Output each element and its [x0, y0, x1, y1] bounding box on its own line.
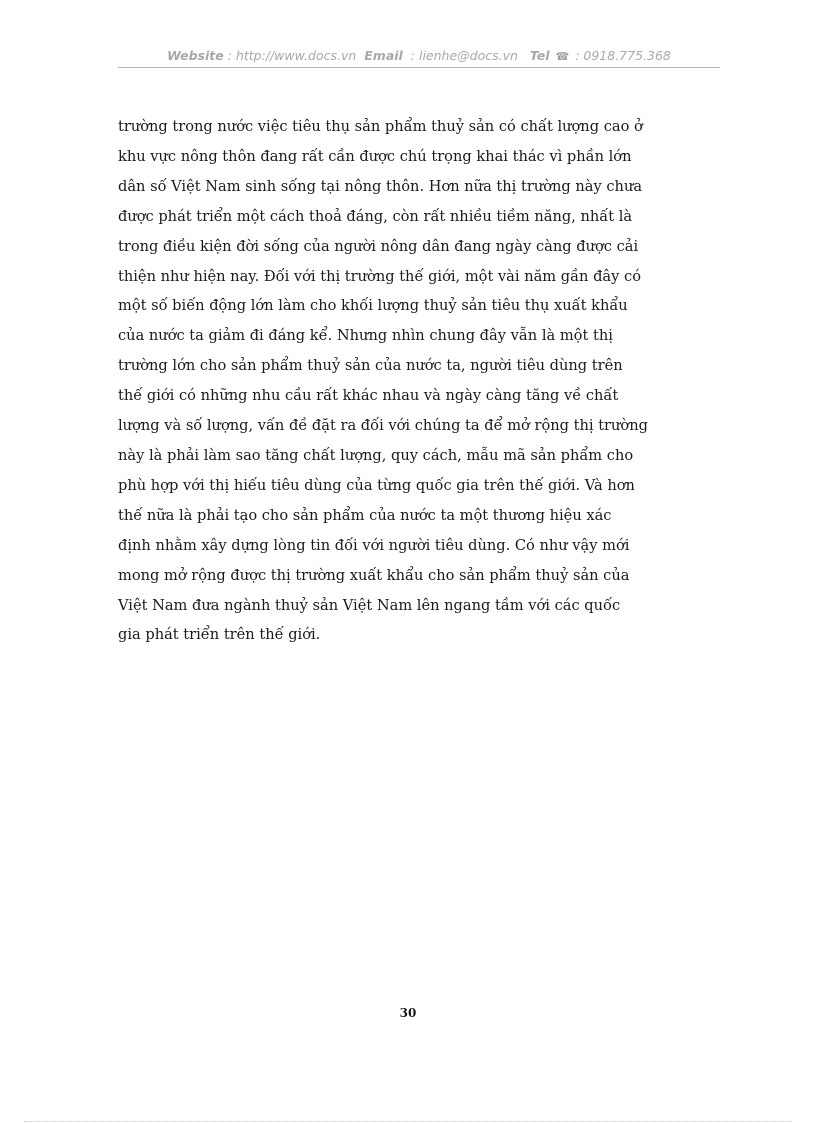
- website-label: Website: [167, 48, 224, 63]
- tel-separator: :: [571, 48, 584, 63]
- tel-value: 0918.775.368: [583, 48, 671, 63]
- email-label: Email: [364, 48, 403, 63]
- text-line: của nước ta giảm đi đáng kể. Nhưng nhìn chung đây vẫn là một thị: [118, 327, 613, 345]
- text-line: dân số Việt Nam sinh sống tại nông thôn. Hơn nữa thị trường này chưa: [118, 177, 643, 195]
- page-number: 30: [399, 1006, 417, 1020]
- text-line: gia phát triển trên thế giới.: [118, 626, 321, 644]
- email-value: lienhe@docs.vn: [418, 48, 518, 63]
- email-separator: :: [406, 48, 419, 63]
- text-line: Việt Nam đưa ngành thuỷ sản Việt Nam lên ngang tầm với các quốc: [118, 596, 621, 614]
- phone-icon: ☎: [555, 50, 570, 63]
- text-line: mong mở rộng được thị trường xuất khẩu cho sản phẩm thuỷ sản của: [118, 566, 630, 584]
- text-line: một số biến động lớn làm cho khối lượng thuỷ sản tiêu thụ xuất khẩu: [118, 297, 628, 315]
- body-paragraph: [118, 112, 678, 650]
- text-line: này là phải làm sao tăng chất lượng, quy cách, mẫu mã sản phẩm cho: [118, 446, 634, 464]
- text-line: trong điều kiện đời sống của người nông dân đang ngày càng được cải: [118, 237, 639, 255]
- page-header: [118, 46, 720, 68]
- page-bottom-edge: [24, 1121, 792, 1122]
- text-line: thế nữa là phải tạo cho sản phẩm của nước ta một thương hiệu xác: [118, 506, 612, 524]
- text-line: lượng và số lượng, vấn đề đặt ra đối với chúng ta để mở rộng thị trường: [118, 417, 648, 435]
- header-divider: [118, 67, 720, 68]
- website-url: http://www.docs.vn: [235, 48, 357, 63]
- text-line: trường trong nước việc tiêu thụ sản phẩm thuỷ sản có chất lượng cao ở: [118, 118, 643, 135]
- text-line: khu vực nông thôn đang rất cần được chú trọng khai thác vì phần lớn: [118, 147, 632, 165]
- text-line: được phát triển một cách thoả đáng, còn rất nhiều tiềm năng, nhất là: [118, 207, 633, 225]
- tel-label: Tel: [529, 48, 550, 63]
- website-separator: :: [223, 48, 236, 63]
- text-line: thiện như hiện nay. Đối với thị trường thế giới, một vài năm gần đây có: [118, 267, 641, 285]
- text-line: thế giới có những nhu cầu rất khác nhau và ngày càng tăng về chất: [118, 387, 619, 405]
- text-line: định nhằm xây dựng lòng tin đối với người tiêu dùng. Có như vậy mới: [118, 536, 630, 554]
- text-line: phù hợp với thị hiếu tiêu dùng của từng quốc gia trên thế giới. Và hơn: [118, 476, 635, 494]
- text-line: trường lớn cho sản phẩm thuỷ sản của nước ta, người tiêu dùng trên: [118, 357, 623, 375]
